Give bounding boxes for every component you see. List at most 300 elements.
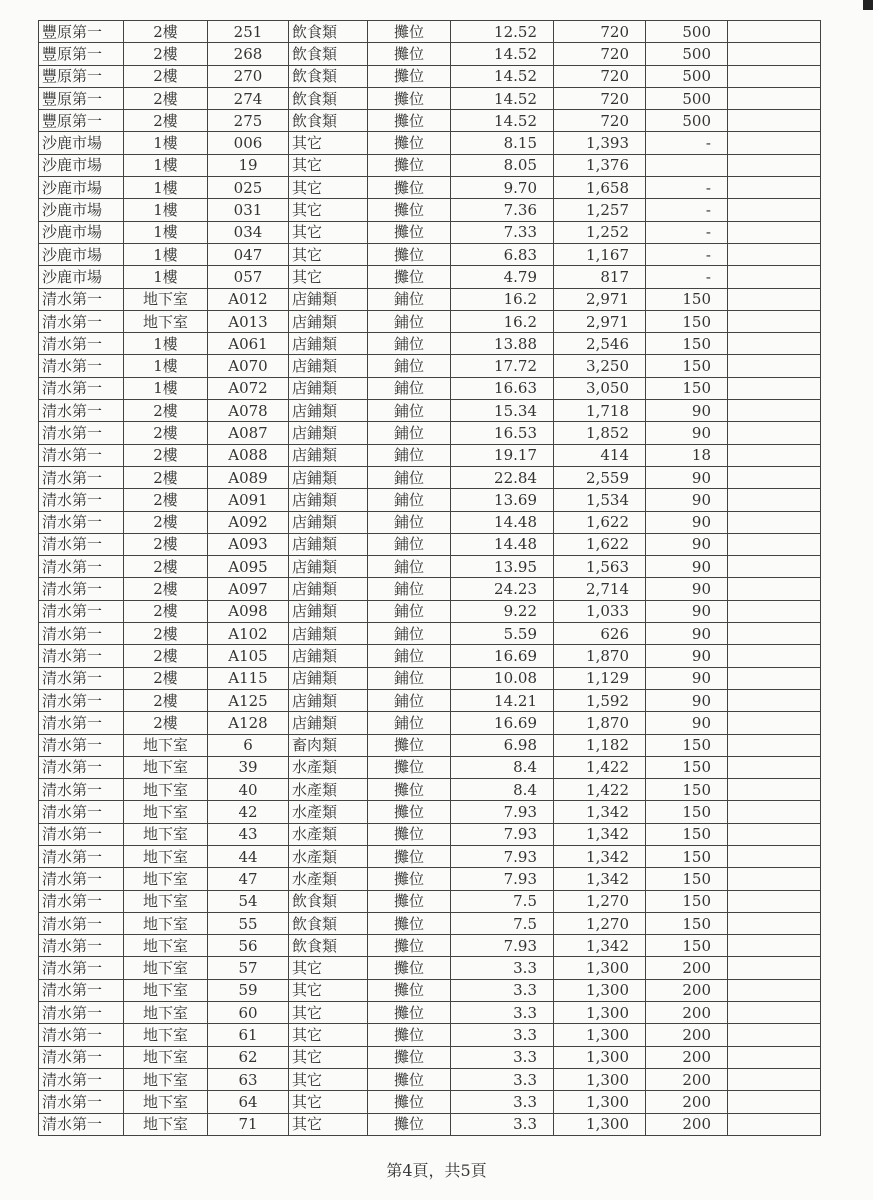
cell-deposit: 500: [646, 110, 728, 132]
cell-floor: 2樓: [124, 422, 208, 444]
cell-deposit: 150: [646, 734, 728, 756]
cell-deposit: -: [646, 177, 728, 199]
cell-stall-type: 攤位: [368, 110, 451, 132]
cell-deposit: -: [646, 243, 728, 265]
cell-fee: 1,563: [554, 556, 646, 578]
cell-area: 14.52: [451, 65, 554, 87]
cell-area: 19.17: [451, 444, 554, 466]
cell-market-name: 沙鹿市場: [39, 154, 124, 176]
cell-remark: [728, 377, 821, 399]
cell-stall-number: A115: [208, 667, 289, 689]
cell-floor: 2樓: [124, 533, 208, 555]
table-row: [39, 645, 821, 667]
cell-area: 9.22: [451, 600, 554, 622]
cell-floor: 2樓: [124, 466, 208, 488]
cell-fee: 817: [554, 266, 646, 288]
table-row: [39, 422, 821, 444]
cell-market-name: 清水第一: [39, 979, 124, 1001]
page-number: 第4頁，共5頁: [386, 1161, 487, 1180]
cell-deposit: 150: [646, 890, 728, 912]
cell-category: 水產類: [289, 756, 368, 778]
cell-market-name: 豐原第一: [39, 43, 124, 65]
cell-remark: [728, 957, 821, 979]
cell-stall-number: 39: [208, 756, 289, 778]
cell-category: 店鋪類: [289, 422, 368, 444]
cell-deposit: 200: [646, 1091, 728, 1113]
cell-fee: 626: [554, 623, 646, 645]
cell-fee: 1,182: [554, 734, 646, 756]
cell-stall-number: A088: [208, 444, 289, 466]
cell-floor: 2樓: [124, 600, 208, 622]
cell-market-name: 清水第一: [39, 556, 124, 578]
cell-market-name: 清水第一: [39, 533, 124, 555]
cell-deposit: 90: [646, 712, 728, 734]
cell-area: 9.70: [451, 177, 554, 199]
cell-fee: 1,252: [554, 221, 646, 243]
cell-fee: 720: [554, 43, 646, 65]
cell-remark: [728, 177, 821, 199]
cell-stall-number: A105: [208, 645, 289, 667]
cell-fee: 1,300: [554, 1091, 646, 1113]
cell-area: 22.84: [451, 466, 554, 488]
cell-remark: [728, 199, 821, 221]
cell-deposit: -: [646, 266, 728, 288]
cell-deposit: 90: [646, 689, 728, 711]
cell-stall-type: 攤位: [368, 65, 451, 87]
cell-market-name: 清水第一: [39, 511, 124, 533]
cell-market-name: 清水第一: [39, 801, 124, 823]
cell-deposit: 90: [646, 667, 728, 689]
cell-remark: [728, 355, 821, 377]
cell-area: 7.93: [451, 823, 554, 845]
cell-category: 店鋪類: [289, 667, 368, 689]
cell-market-name: 豐原第一: [39, 110, 124, 132]
cell-market-name: 清水第一: [39, 1091, 124, 1113]
cell-category: 店鋪類: [289, 400, 368, 422]
cell-remark: [728, 43, 821, 65]
cell-remark: [728, 221, 821, 243]
cell-floor: 1樓: [124, 221, 208, 243]
table-row: [39, 310, 821, 332]
cell-floor: 1樓: [124, 177, 208, 199]
cell-stall-number: A092: [208, 511, 289, 533]
table-row: [39, 890, 821, 912]
cell-area: 16.63: [451, 377, 554, 399]
cell-remark: [728, 1113, 821, 1135]
cell-stall-type: 鋪位: [368, 533, 451, 555]
cell-fee: 1,300: [554, 1113, 646, 1135]
cell-area: 13.69: [451, 489, 554, 511]
cell-fee: 2,971: [554, 310, 646, 332]
cell-category: 飲食類: [289, 912, 368, 934]
cell-area: 14.52: [451, 110, 554, 132]
scan-edge-mark: [863, 0, 873, 10]
cell-area: 3.3: [451, 1068, 554, 1090]
cell-fee: 1,422: [554, 779, 646, 801]
cell-floor: 地下室: [124, 1113, 208, 1135]
cell-category: 飲食類: [289, 110, 368, 132]
cell-market-name: 沙鹿市場: [39, 199, 124, 221]
cell-remark: [728, 600, 821, 622]
cell-market-name: 清水第一: [39, 868, 124, 890]
cell-stall-type: 攤位: [368, 199, 451, 221]
cell-remark: [728, 466, 821, 488]
cell-stall-type: 鋪位: [368, 667, 451, 689]
cell-area: 3.3: [451, 1113, 554, 1135]
cell-stall-number: 034: [208, 221, 289, 243]
cell-category: 店鋪類: [289, 600, 368, 622]
cell-market-name: 清水第一: [39, 712, 124, 734]
cell-fee: 2,559: [554, 466, 646, 488]
cell-remark: [728, 801, 821, 823]
cell-stall-type: 鋪位: [368, 400, 451, 422]
cell-area: 3.3: [451, 979, 554, 1001]
table-row: [39, 734, 821, 756]
cell-area: 3.3: [451, 1091, 554, 1113]
cell-remark: [728, 645, 821, 667]
table-row: [39, 266, 821, 288]
cell-market-name: 清水第一: [39, 845, 124, 867]
cell-fee: 1,342: [554, 845, 646, 867]
cell-fee: 1,718: [554, 400, 646, 422]
cell-floor: 地下室: [124, 912, 208, 934]
table-row: [39, 221, 821, 243]
table-row: [39, 845, 821, 867]
cell-stall-type: 鋪位: [368, 578, 451, 600]
cell-stall-type: 攤位: [368, 779, 451, 801]
table-row: [39, 689, 821, 711]
cell-area: 16.2: [451, 288, 554, 310]
cell-area: 14.48: [451, 533, 554, 555]
cell-category: 水產類: [289, 801, 368, 823]
table-row: [39, 377, 821, 399]
cell-area: 3.3: [451, 1024, 554, 1046]
cell-stall-number: 40: [208, 779, 289, 801]
cell-fee: 1,300: [554, 957, 646, 979]
table-row: [39, 912, 821, 934]
cell-remark: [728, 65, 821, 87]
cell-category: 其它: [289, 1024, 368, 1046]
table-row: [39, 288, 821, 310]
cell-stall-number: 6: [208, 734, 289, 756]
cell-market-name: 清水第一: [39, 600, 124, 622]
cell-floor: 2樓: [124, 400, 208, 422]
cell-stall-type: 攤位: [368, 154, 451, 176]
cell-market-name: 清水第一: [39, 823, 124, 845]
cell-stall-number: A091: [208, 489, 289, 511]
table-row: [39, 801, 821, 823]
cell-stall-type: 攤位: [368, 957, 451, 979]
cell-market-name: 清水第一: [39, 912, 124, 934]
cell-stall-number: A098: [208, 600, 289, 622]
cell-market-name: 清水第一: [39, 466, 124, 488]
cell-stall-number: A070: [208, 355, 289, 377]
cell-area: 14.52: [451, 87, 554, 109]
cell-remark: [728, 21, 821, 43]
table-row: [39, 1091, 821, 1113]
cell-deposit: 90: [646, 623, 728, 645]
cell-stall-number: 57: [208, 957, 289, 979]
cell-floor: 1樓: [124, 199, 208, 221]
cell-stall-type: 鋪位: [368, 422, 451, 444]
cell-stall-number: A072: [208, 377, 289, 399]
cell-fee: 1,592: [554, 689, 646, 711]
cell-stall-type: 鋪位: [368, 444, 451, 466]
table-row: [39, 333, 821, 355]
cell-deposit: 90: [646, 533, 728, 555]
cell-market-name: 豐原第一: [39, 87, 124, 109]
cell-deposit: 90: [646, 578, 728, 600]
cell-stall-number: A087: [208, 422, 289, 444]
cell-stall-type: 攤位: [368, 979, 451, 1001]
cell-category: 飲食類: [289, 87, 368, 109]
cell-floor: 1樓: [124, 132, 208, 154]
cell-area: 16.53: [451, 422, 554, 444]
cell-fee: 720: [554, 110, 646, 132]
cell-floor: 2樓: [124, 623, 208, 645]
cell-category: 水產類: [289, 868, 368, 890]
cell-stall-number: 057: [208, 266, 289, 288]
cell-fee: 1,033: [554, 600, 646, 622]
cell-remark: [728, 511, 821, 533]
cell-stall-number: A128: [208, 712, 289, 734]
cell-floor: 2樓: [124, 712, 208, 734]
cell-stall-type: 攤位: [368, 1091, 451, 1113]
cell-market-name: 沙鹿市場: [39, 132, 124, 154]
cell-category: 其它: [289, 1046, 368, 1068]
cell-category: 畜肉類: [289, 734, 368, 756]
cell-fee: 1,852: [554, 422, 646, 444]
table-row: [39, 87, 821, 109]
cell-area: 16.69: [451, 712, 554, 734]
cell-area: 7.93: [451, 935, 554, 957]
cell-stall-number: 43: [208, 823, 289, 845]
cell-stall-type: 攤位: [368, 1046, 451, 1068]
cell-stall-type: 攤位: [368, 221, 451, 243]
cell-area: 7.93: [451, 801, 554, 823]
cell-remark: [728, 288, 821, 310]
cell-remark: [728, 87, 821, 109]
cell-stall-number: 54: [208, 890, 289, 912]
cell-area: 14.21: [451, 689, 554, 711]
cell-fee: 1,870: [554, 645, 646, 667]
cell-deposit: 90: [646, 511, 728, 533]
cell-floor: 地下室: [124, 734, 208, 756]
cell-floor: 2樓: [124, 444, 208, 466]
cell-market-name: 豐原第一: [39, 65, 124, 87]
cell-floor: 地下室: [124, 979, 208, 1001]
cell-deposit: 200: [646, 1046, 728, 1068]
cell-remark: [728, 578, 821, 600]
cell-deposit: [646, 154, 728, 176]
cell-category: 店鋪類: [289, 333, 368, 355]
cell-area: 3.3: [451, 1002, 554, 1024]
cell-floor: 地下室: [124, 756, 208, 778]
cell-remark: [728, 845, 821, 867]
cell-deposit: 150: [646, 333, 728, 355]
cell-fee: 1,393: [554, 132, 646, 154]
cell-market-name: 清水第一: [39, 779, 124, 801]
cell-remark: [728, 533, 821, 555]
cell-market-name: 清水第一: [39, 623, 124, 645]
cell-fee: 1,342: [554, 801, 646, 823]
cell-stall-number: 62: [208, 1046, 289, 1068]
cell-stall-number: 42: [208, 801, 289, 823]
cell-market-name: 清水第一: [39, 689, 124, 711]
cell-remark: [728, 734, 821, 756]
cell-floor: 2樓: [124, 489, 208, 511]
table-row: [39, 1113, 821, 1135]
cell-fee: 1,622: [554, 533, 646, 555]
cell-stall-number: 59: [208, 979, 289, 1001]
cell-fee: 1,342: [554, 823, 646, 845]
cell-fee: 1,300: [554, 1002, 646, 1024]
cell-category: 店鋪類: [289, 533, 368, 555]
cell-category: 水產類: [289, 779, 368, 801]
cell-floor: 2樓: [124, 110, 208, 132]
cell-stall-number: A102: [208, 623, 289, 645]
cell-fee: 1,342: [554, 868, 646, 890]
cell-category: 店鋪類: [289, 355, 368, 377]
cell-market-name: 清水第一: [39, 422, 124, 444]
table-row: [39, 600, 821, 622]
cell-remark: [728, 489, 821, 511]
cell-stall-number: A125: [208, 689, 289, 711]
cell-market-name: 沙鹿市場: [39, 177, 124, 199]
cell-area: 6.83: [451, 243, 554, 265]
cell-remark: [728, 935, 821, 957]
cell-remark: [728, 667, 821, 689]
cell-stall-number: 251: [208, 21, 289, 43]
table-row: [39, 935, 821, 957]
cell-deposit: 150: [646, 801, 728, 823]
cell-remark: [728, 890, 821, 912]
cell-floor: 1樓: [124, 333, 208, 355]
cell-stall-type: 鋪位: [368, 489, 451, 511]
cell-market-name: 清水第一: [39, 310, 124, 332]
cell-stall-type: 鋪位: [368, 355, 451, 377]
table-row: [39, 355, 821, 377]
cell-deposit: 150: [646, 823, 728, 845]
table-row: [39, 712, 821, 734]
cell-stall-number: 274: [208, 87, 289, 109]
cell-deposit: 90: [646, 556, 728, 578]
cell-floor: 2樓: [124, 511, 208, 533]
cell-deposit: -: [646, 132, 728, 154]
cell-area: 7.93: [451, 868, 554, 890]
cell-category: 店鋪類: [289, 712, 368, 734]
cell-floor: 1樓: [124, 377, 208, 399]
cell-floor: 1樓: [124, 355, 208, 377]
cell-stall-number: 19: [208, 154, 289, 176]
table-row: [39, 868, 821, 890]
cell-category: 其它: [289, 1002, 368, 1024]
cell-stall-number: 60: [208, 1002, 289, 1024]
table-row: [39, 110, 821, 132]
table-row: [39, 21, 821, 43]
cell-remark: [728, 422, 821, 444]
cell-remark: [728, 132, 821, 154]
cell-category: 飲食類: [289, 43, 368, 65]
cell-deposit: 150: [646, 310, 728, 332]
cell-stall-type: 攤位: [368, 21, 451, 43]
cell-area: 8.05: [451, 154, 554, 176]
cell-remark: [728, 243, 821, 265]
cell-floor: 2樓: [124, 556, 208, 578]
cell-area: 13.88: [451, 333, 554, 355]
cell-floor: 地下室: [124, 801, 208, 823]
cell-stall-type: 鋪位: [368, 288, 451, 310]
cell-market-name: 豐原第一: [39, 21, 124, 43]
cell-category: 店鋪類: [289, 466, 368, 488]
cell-deposit: 90: [646, 600, 728, 622]
cell-remark: [728, 689, 821, 711]
cell-deposit: 150: [646, 377, 728, 399]
table-row: [39, 511, 821, 533]
cell-fee: 2,714: [554, 578, 646, 600]
table-row: [39, 667, 821, 689]
cell-fee: 1,300: [554, 1024, 646, 1046]
cell-remark: [728, 912, 821, 934]
cell-area: 13.95: [451, 556, 554, 578]
cell-stall-number: 025: [208, 177, 289, 199]
cell-floor: 地下室: [124, 310, 208, 332]
cell-stall-type: 鋪位: [368, 466, 451, 488]
cell-remark: [728, 154, 821, 176]
cell-stall-type: 攤位: [368, 823, 451, 845]
cell-area: 8.4: [451, 779, 554, 801]
cell-fee: 1,342: [554, 935, 646, 957]
cell-remark: [728, 1091, 821, 1113]
cell-deposit: 500: [646, 43, 728, 65]
cell-stall-number: 61: [208, 1024, 289, 1046]
cell-remark: [728, 868, 821, 890]
cell-remark: [728, 1046, 821, 1068]
cell-fee: 1,270: [554, 912, 646, 934]
table-row: [39, 243, 821, 265]
cell-floor: 地下室: [124, 823, 208, 845]
cell-floor: 2樓: [124, 87, 208, 109]
cell-fee: 414: [554, 444, 646, 466]
cell-market-name: 清水第一: [39, 1024, 124, 1046]
cell-floor: 2樓: [124, 578, 208, 600]
cell-remark: [728, 333, 821, 355]
cell-category: 其它: [289, 221, 368, 243]
table-row: [39, 199, 821, 221]
cell-floor: 2樓: [124, 65, 208, 87]
cell-stall-type: 攤位: [368, 890, 451, 912]
cell-deposit: 150: [646, 779, 728, 801]
cell-deposit: 500: [646, 65, 728, 87]
cell-fee: 1,658: [554, 177, 646, 199]
cell-category: 其它: [289, 957, 368, 979]
table-row: [39, 154, 821, 176]
cell-area: 5.59: [451, 623, 554, 645]
cell-market-name: 清水第一: [39, 578, 124, 600]
cell-area: 7.33: [451, 221, 554, 243]
table-row: [39, 533, 821, 555]
cell-category: 店鋪類: [289, 556, 368, 578]
cell-fee: 2,546: [554, 333, 646, 355]
cell-category: 其它: [289, 1068, 368, 1090]
cell-stall-type: 鋪位: [368, 556, 451, 578]
cell-fee: 1,270: [554, 890, 646, 912]
cell-stall-type: 攤位: [368, 756, 451, 778]
cell-category: 其它: [289, 177, 368, 199]
cell-deposit: 200: [646, 1002, 728, 1024]
cell-stall-type: 鋪位: [368, 712, 451, 734]
cell-deposit: 200: [646, 1024, 728, 1046]
